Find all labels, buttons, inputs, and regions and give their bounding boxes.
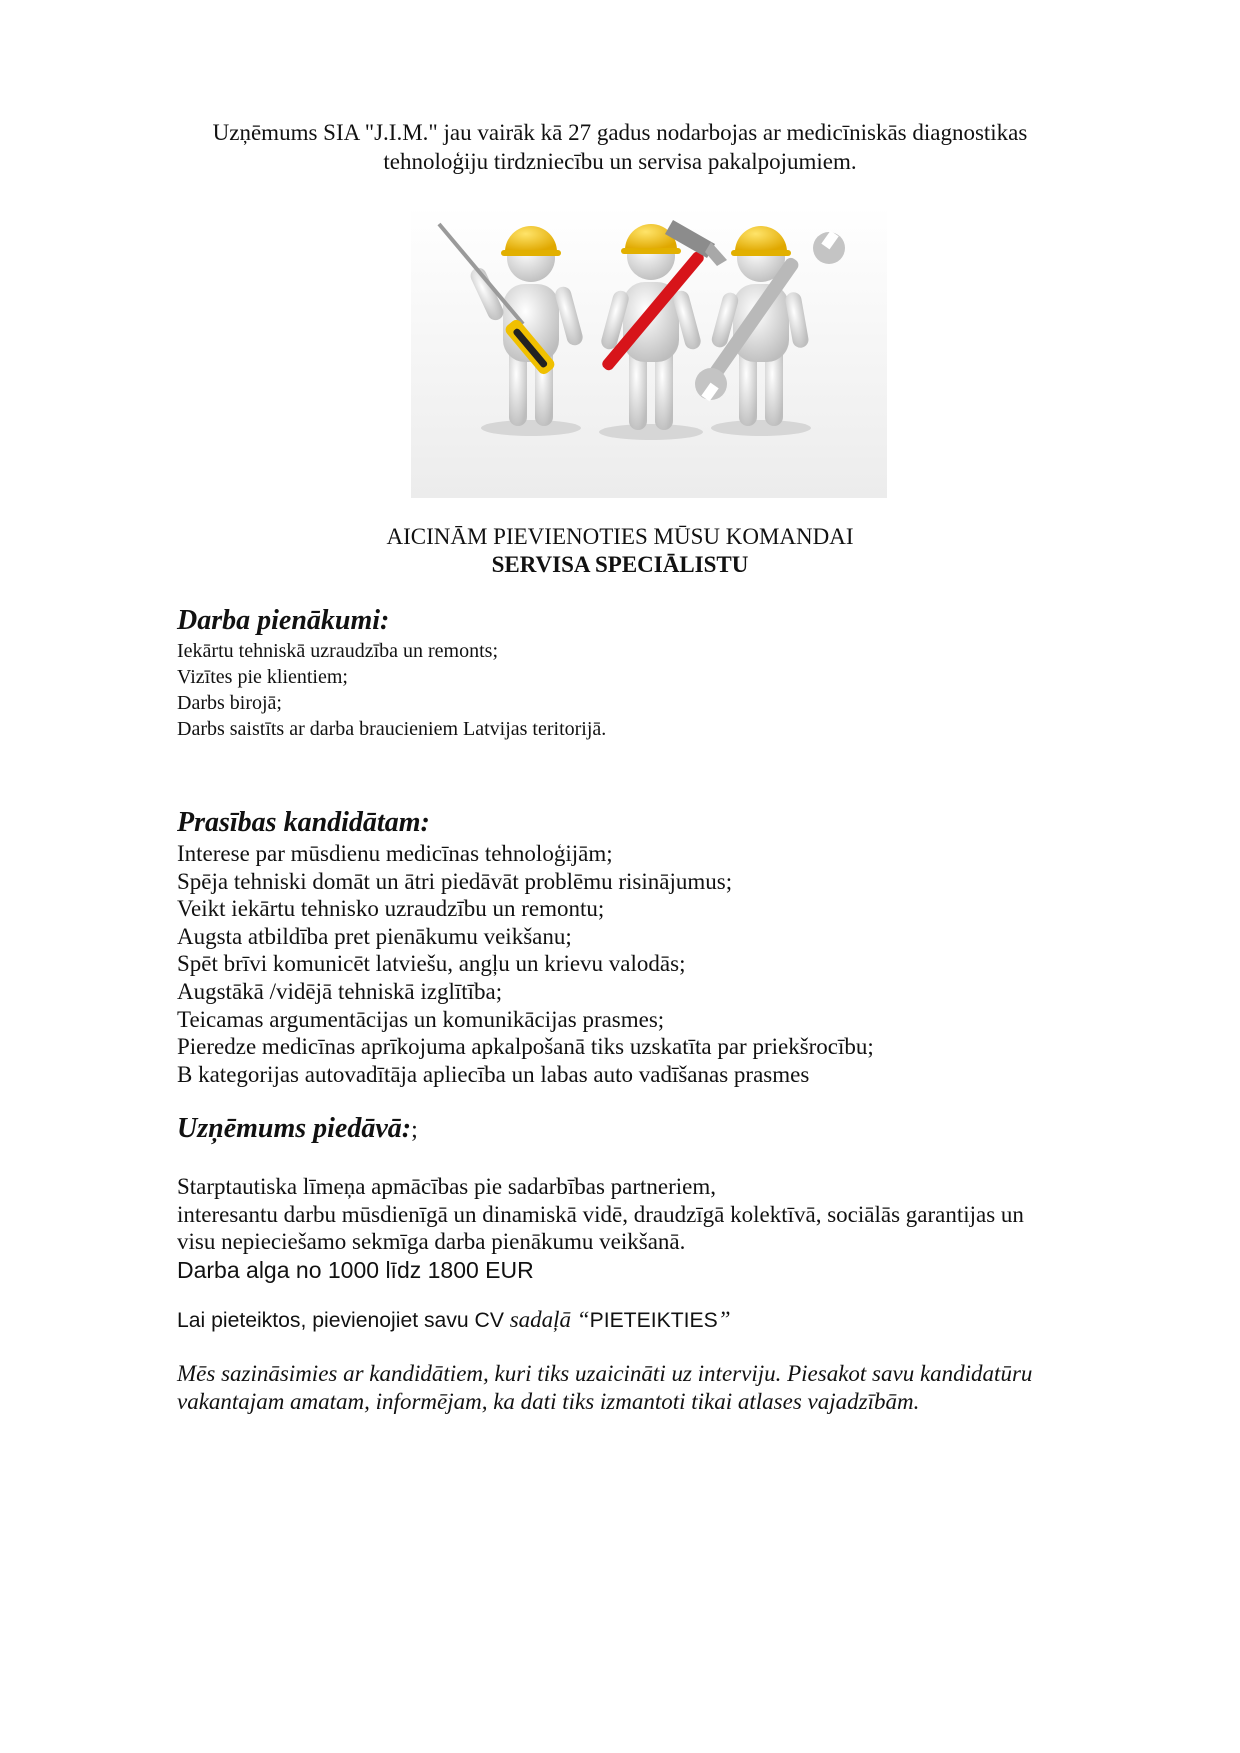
list-item: Veikt iekārtu tehnisko uzraudzību un remontu; [177,896,605,922]
list-item: Iekārtu tehniskā uzraudzība un remonts; [177,640,498,662]
company-intro [150,118,1090,176]
offer-line-1: Starptautiska līmeņa apmācības pie sadarbības partneriem, [177,1174,717,1199]
list-item: Spēt brīvi komunicēt latviešu, angļu un krievu valodās; [177,951,686,977]
workers-illustration [411,206,887,498]
requirements-list [177,840,1127,1088]
list-item: Augstākā /vidējā tehniskā izglītība; [177,978,503,1004]
list-item: B kategorijas autovadītāja apliecība un labas auto vadīšanas prasmes [177,1061,810,1087]
offer-heading-suffix: ; [411,1117,418,1143]
offer-heading [177,1112,1127,1147]
list-item: Interese par mūsdienu medicīnas tehnoloģijām; [177,841,613,866]
privacy-line-2: vakantajam amatam, informējam, ka dati tiks izmantoti tikai atlases vajadzībām. [177,1389,920,1414]
offer-section [177,1112,1127,1284]
duties-section [177,604,1127,742]
apply-close-quote: ” [717,1307,731,1332]
duties-heading: Darba pienākumi: [177,605,390,636]
intro-line-2: tehnoloģiju tirdzniecību un servisa pakalpojumiem. [383,149,857,174]
list-item: Teicamas argumentācijas un komunikācijas prasmes; [177,1006,665,1032]
privacy-line-1: Mēs sazināsimies ar kandidātiem, kuri tiks uzaicināti uz interviju. Piesakot savu kandidatūru [177,1361,1033,1386]
offer-heading-text: Uzņēmums piedāvā: [177,1113,412,1144]
requirements-heading: Prasības kandidātam: [177,807,430,838]
list-item: Vizītes pie klientiem; [177,666,348,688]
duties-list [177,638,1127,742]
privacy-notice [177,1360,1127,1416]
position-title: SERVISA SPECIĀLISTU [491,552,749,577]
invitation-block [150,523,1090,579]
list-item: Pieredze medicīnas aprīkojuma apkalpošanā tiks uzskatīta par priekšrocību; [177,1034,874,1060]
list-item: Augsta atbildība pret pienākumu veikšanu; [177,923,572,949]
requirements-section [177,806,1127,1088]
offer-line-2: interesantu darbu mūsdienīgā un dinamiskā vidē, draudzīgā kolektīvā, sociālās garantijas un [177,1201,1024,1227]
apply-text: Lai pieteiktos, pievienojiet savu CV [177,1309,504,1332]
offer-line-3: visu nepieciešamo sekmīga darba pienākumu veikšanā. [177,1229,686,1254]
apply-open-quote: “ [576,1307,590,1332]
offer-text [177,1173,1127,1256]
apply-line [177,1306,1127,1335]
apply-button-name: PIETEIKTIES [589,1309,718,1332]
apply-section-word: sadaļā [509,1307,572,1332]
salary-line: Darba alga no 1000 līdz 1800 EUR [177,1256,534,1283]
invite-line: AICINĀM PIEVIENOTIES MŪSU KOMANDAI [386,524,854,549]
intro-line-1: Uzņēmums SIA "J.I.M." jau vairāk kā 27 gadus nodarbojas ar medicīniskās diagnostikas [212,120,1028,145]
list-item: Darbs birojā; [177,692,282,714]
list-item: Spēja tehniski domāt un ātri piedāvāt problēmu risinājumus; [177,868,733,894]
list-item: Darbs saistīts ar darba braucieniem Latvijas teritorijā. [177,718,607,740]
